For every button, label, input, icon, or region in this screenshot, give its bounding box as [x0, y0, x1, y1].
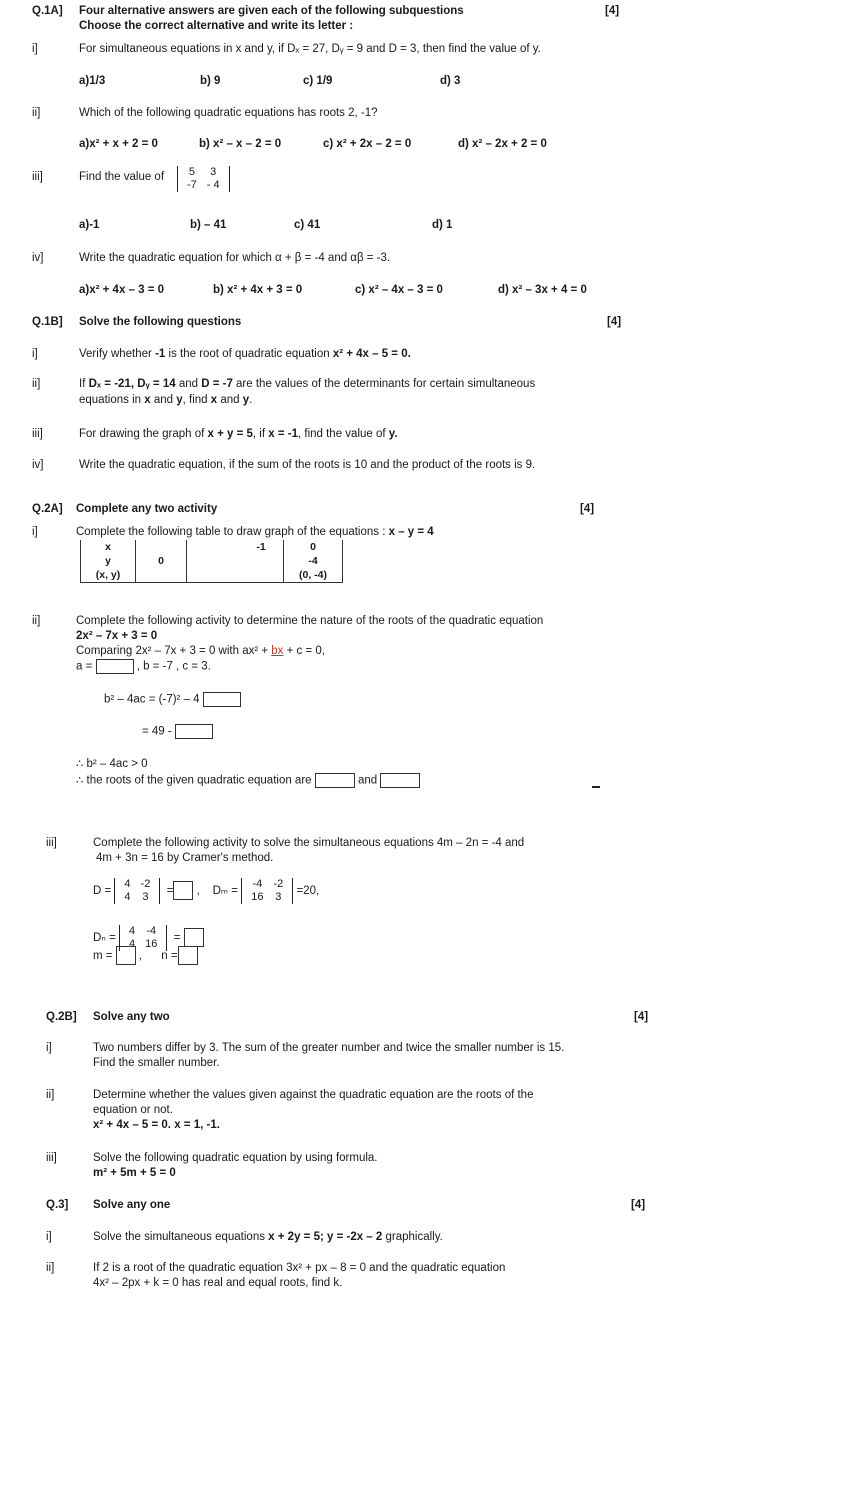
table-cell: x — [81, 540, 136, 554]
q2a-ii-discriminant: b² – 4ac = (-7)² – 4 — [104, 692, 241, 707]
table-cell — [239, 554, 284, 568]
table-cell — [239, 568, 284, 583]
q1b-iii-text: For drawing the graph of x + y = 5, if x = -1, find the value of y. — [79, 428, 398, 440]
q2a-ii-comparing: Comparing 2x² – 7x + 3 = 0 with ax² + bx + c = 0, — [76, 645, 325, 657]
q1a-ii-option-d: d) x² – 2x + 2 = 0 — [458, 138, 547, 150]
det-cell: 16 — [145, 937, 158, 950]
q2a-iii-line2: 4m + 3n = 16 by Cramer's method. — [96, 852, 274, 864]
q1a-i-option-c: c) 1/9 — [303, 75, 333, 87]
graph-table — [80, 540, 343, 583]
q1a-iv-option-a: a)x² + 4x – 3 = 0 — [79, 284, 165, 296]
q1b-i-text: Verify whether -1 is the root of quadratic equation x² + 4x – 5 = 0. — [79, 348, 411, 360]
q1a-ii-option-a: a)x² + x + 2 = 0 — [79, 138, 158, 150]
q2b-iii-line1: Solve the following quadratic equation by using formula. — [93, 1152, 378, 1164]
q1b-ii-line2: equations in x and y, find x and y. — [79, 394, 253, 406]
q1a-ii-text: Which of the following quadratic equations has roots 2, -1? — [79, 107, 378, 119]
cramer-dn-row: Dₙ = 4 -4 4 16 = — [93, 923, 204, 953]
q1a-marks: [4] — [605, 5, 620, 17]
q1b-title: Solve the following questions — [79, 316, 242, 328]
q1b-iv-text: Write the quadratic equation, if the sum of the roots is 10 and the product of the roots is 9. — [79, 459, 536, 471]
q2b-ii-equation: x² + 4x – 5 = 0. x = 1, -1. — [93, 1119, 220, 1131]
det-cell: 4 — [124, 890, 131, 903]
q1a-i-number: i] — [32, 43, 38, 55]
q2a-ii-difference: = 49 - — [142, 724, 213, 739]
table-cell: -1 — [239, 540, 284, 554]
q3-number: Q.3] — [46, 1199, 69, 1211]
answer-box-d[interactable] — [173, 881, 193, 900]
q1b-marks: [4] — [607, 316, 622, 328]
q1a-iii-option-d: d) 1 — [432, 219, 453, 231]
q1a-iii-number: iii] — [32, 171, 43, 183]
q2a-number: Q.2A] — [32, 503, 63, 515]
q3-ii-line2: 4x² – 2px + k = 0 has real and equal roots, find k. — [93, 1277, 343, 1289]
det-cell: -7 — [187, 179, 197, 191]
q2a-i-number: i] — [32, 526, 38, 538]
q3-title: Solve any one — [93, 1199, 171, 1211]
answer-box-difference[interactable] — [175, 724, 213, 739]
q1a-number: Q.1A] — [32, 5, 63, 17]
q1a-iv-text: Write the quadratic equation for which α + β = -4 and αβ = -3. — [79, 252, 391, 264]
det-cell: 5 — [188, 166, 195, 178]
table-cell: -4 — [284, 554, 343, 568]
q2a-ii-equation: 2x² – 7x + 3 = 0 — [76, 630, 158, 642]
q1a-i-option-d: d) 3 — [440, 75, 461, 87]
q1b-ii-number: ii] — [32, 378, 41, 390]
q1a-iii-determinant — [177, 166, 230, 192]
q3-ii-line1: If 2 is a root of the quadratic equation 3x² + px – 8 = 0 and the quadratic equation — [93, 1262, 506, 1274]
table-cell: 0 — [136, 554, 187, 568]
q2b-ii-number: ii] — [46, 1089, 55, 1101]
q1a-ii-option-b: b) x² – x – 2 = 0 — [199, 138, 282, 150]
q2a-i-text: Complete the following table to draw graph of the equations : x – y = 4 — [76, 526, 434, 538]
q3-marks: [4] — [631, 1199, 646, 1211]
q1a-iii-option-b: b) – 41 — [190, 219, 227, 231]
q1a-ii-number: ii] — [32, 107, 41, 119]
answer-box-root2[interactable] — [380, 773, 420, 788]
q2b-i-number: i] — [46, 1042, 52, 1054]
q2b-i-line2: Find the smaller number. — [93, 1057, 220, 1069]
q2a-ii-coefficients: a = , b = -7 , c = 3. — [76, 660, 211, 673]
q1a-subtitle: Choose the correct alternative and write its letter : — [79, 20, 354, 32]
q1a-iv-number: iv] — [32, 252, 44, 264]
table-cell — [187, 568, 240, 583]
q1b-number: Q.1B] — [32, 316, 63, 328]
det-cell: 3 — [210, 166, 217, 178]
q2b-ii-line2: equation or not. — [93, 1104, 173, 1116]
q2a-iii-line1: Complete the following activity to solve the simultaneous equations 4m – 2n = -4 and — [93, 837, 525, 849]
q2a-marks: [4] — [580, 503, 595, 515]
det-cell: - 4 — [206, 179, 220, 191]
q2a-ii-conclusion: ∴ the roots of the given quadratic equation are and — [76, 773, 420, 788]
answer-box-dn[interactable] — [184, 928, 204, 947]
q2b-number: Q.2B] — [46, 1011, 77, 1023]
table-cell: 0 — [284, 540, 343, 554]
q1a-title: Four alternative answers are given each of the following subquestions — [79, 5, 464, 17]
q2b-iii-number: iii] — [46, 1152, 57, 1164]
table-cell: (0, -4) — [284, 568, 343, 583]
q3-i-text: Solve the simultaneous equations x + 2y = 5; y = -2x – 2 graphically. — [93, 1231, 443, 1243]
table-cell: y — [81, 554, 136, 568]
answer-box-n[interactable] — [178, 946, 198, 965]
det-cell: 4 — [124, 877, 131, 890]
answer-box-4ac[interactable] — [203, 692, 241, 707]
q2a-iii-number: iii] — [46, 837, 57, 849]
table-cell — [136, 568, 187, 583]
q2a-ii-line1: Complete the following activity to determine the nature of the roots of the quadratic equation — [76, 615, 544, 627]
q2b-i-line1: Two numbers differ by 3. The sum of the greater number and twice the smaller number is 15. — [93, 1042, 565, 1054]
q2b-ii-line1: Determine whether the values given against the quadratic equation are the roots of the — [93, 1089, 534, 1101]
q3-i-number: i] — [46, 1231, 52, 1243]
q1a-iii-text: Find the value of — [79, 171, 165, 183]
det-cell: -4 — [252, 877, 263, 890]
q2b-marks: [4] — [634, 1011, 649, 1023]
q1b-iv-number: iv] — [32, 459, 44, 471]
q2b-iii-equation: m² + 5m + 5 = 0 — [93, 1167, 176, 1179]
q1a-iv-option-b: b) x² + 4x + 3 = 0 — [213, 284, 303, 296]
det-cell: 4 — [129, 937, 136, 950]
q2b-title: Solve any two — [93, 1011, 170, 1023]
stray-mark — [592, 786, 600, 788]
table-cell: (x, y) — [81, 568, 136, 583]
q1b-iii-number: iii] — [32, 428, 43, 440]
table-cell — [136, 540, 187, 554]
det-cell: 3 — [275, 890, 282, 903]
q1a-iii-option-c: c) 41 — [294, 219, 321, 231]
q1a-i-text: For simultaneous equations in x and y, if Dₓ = 27, Dᵧ = 9 and D = 3, then find the value of y. — [79, 43, 541, 55]
q1b-i-number: i] — [32, 348, 38, 360]
cramer-result-row: m = , n = — [93, 946, 198, 966]
q2a-ii-number: ii] — [32, 615, 41, 627]
q1a-iv-option-d: d) x² – 3x + 4 = 0 — [498, 284, 587, 296]
answer-box-m[interactable] — [116, 946, 136, 965]
det-cell: 4 — [129, 924, 136, 937]
det-cell: 16 — [251, 890, 264, 903]
det-cell: 3 — [142, 890, 149, 903]
det-cell: -2 — [140, 877, 151, 890]
q1a-ii-option-c: c) x² + 2x – 2 = 0 — [323, 138, 412, 150]
table-cell — [187, 554, 240, 568]
det-cell: -2 — [273, 877, 284, 890]
q2a-title: Complete any two activity — [76, 503, 218, 515]
q1a-iii-option-a: a)-1 — [79, 219, 100, 231]
table-cell — [187, 540, 240, 554]
q1a-iv-option-c: c) x² – 4x – 3 = 0 — [355, 284, 443, 296]
q1b-ii-line1: If Dₓ = -21, Dᵧ = 14 and D = -7 are the values of the determinants for certain simultaneous — [79, 378, 536, 390]
cramer-d-row: D = 4 -2 4 3 = , Dₘ = -4 -2 16 3 =20, — [93, 877, 320, 903]
q3-ii-number: ii] — [46, 1262, 55, 1274]
q1a-i-option-a: a)1/3 — [79, 75, 106, 87]
q1a-i-option-b: b) 9 — [200, 75, 221, 87]
q2a-ii-inequality: ∴ b² – 4ac > 0 — [76, 758, 148, 770]
answer-box-root1[interactable] — [315, 773, 355, 788]
det-cell: -4 — [146, 924, 157, 937]
answer-box-a[interactable] — [96, 659, 134, 674]
